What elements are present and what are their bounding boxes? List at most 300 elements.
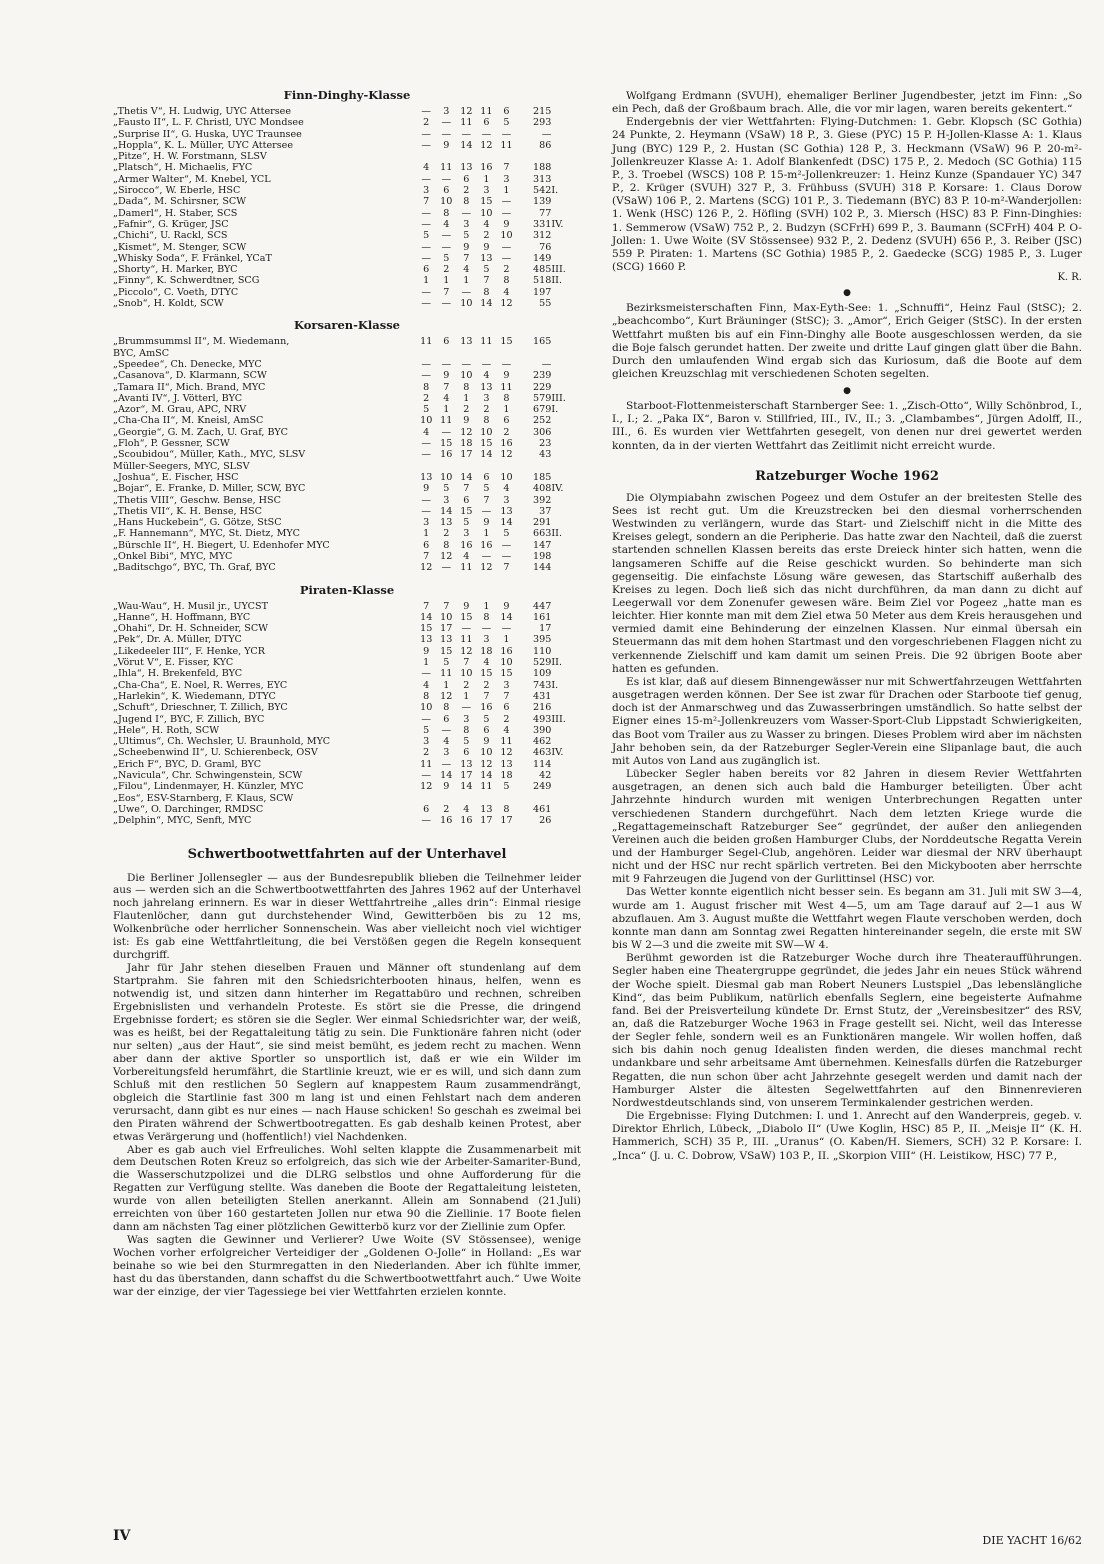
boat-entry: „Thetis VII“, K. H. Bense, HSC xyxy=(113,505,262,517)
race-place: 11 xyxy=(500,381,513,393)
race-place: — xyxy=(441,358,452,370)
race-place: — xyxy=(441,230,452,242)
result-row xyxy=(113,646,581,657)
race-place: — xyxy=(421,358,432,370)
race-place: 7 xyxy=(463,483,470,495)
boat-entry: „Cha-Cha II“, M. Kneisl, AmSC xyxy=(113,415,264,427)
total-points: 663 xyxy=(533,528,552,540)
final-rank xyxy=(551,551,581,562)
race-place: 5 xyxy=(503,528,510,540)
race-place: 16 xyxy=(480,162,493,174)
race-place: — xyxy=(441,724,452,736)
race-place: 6 xyxy=(463,494,470,506)
paragraph: Aber es gab auch viel Erfreuliches. Wohl selten klappte die Zusammenarbeit mit dem Deutschen Roten Kreuz so erfolgreich, das sich wie der Arbeiter-Samariter-Bund, die Wasserschutzpolizei und die DLRG selbstlos und ohne Aufforderung für die Regatten zur Verfügung stellte. Was daneben die Boote der Regattaleitung leisteten, wurde von allen beteiligten Stellen anerkannt. Allein am Sonnabend (21.Juli) erreichten von über 160 gestarteten Jollen nur etwa 90 die Ziellinie. 17 Boote fielen dann am nächsten Tag einer plötzlichen Gewitterbö kurz vor der Ziellinie zum Opfer. xyxy=(113,1143,581,1234)
boat-entry: „Finny“, K. Schwerdtner, SCG xyxy=(113,275,260,287)
race-place: 2 xyxy=(443,528,450,540)
boat-entry: „Hanne“, H. Hoffmann, BYC xyxy=(113,611,251,623)
race-place: 7 xyxy=(463,657,470,669)
race-place xyxy=(476,151,496,162)
total-points: 679 xyxy=(533,404,552,416)
race-place: 17 xyxy=(500,815,513,827)
right-column xyxy=(612,90,1082,1163)
race-place: — xyxy=(421,770,432,782)
total-points: 23 xyxy=(539,438,552,450)
final-rank xyxy=(551,517,581,528)
article-right-title: Ratzeburger Woche 1962 xyxy=(755,468,939,484)
total-points: 55 xyxy=(539,298,552,310)
race-place: — xyxy=(421,286,432,298)
race-place: 1 xyxy=(463,275,470,287)
race-place: 4 xyxy=(503,286,510,298)
final-rank xyxy=(551,287,581,298)
race-place: 8 xyxy=(483,415,490,427)
race-place: 1 xyxy=(503,185,510,197)
race-place: 14 xyxy=(500,517,513,529)
race-place: 10 xyxy=(440,471,453,483)
race-place: 7 xyxy=(423,196,430,208)
race-place: — xyxy=(461,128,472,140)
paragraph: Die Olympiabahn zwischen Pogeez und dem Ostufer an der breitesten Stelle des Sees ist recht gut. Um die Kreuzstrecken bei den diesmal vorherrschenden Westwinden zu verlängern, wurde das Start- und Zielschiff nicht in die Mitte des Kreises gelegt, sondern an die Peripherie. Das hatte zwar den Nachteil, daß die zuerst startenden schnellen Klassen bereits das erste Dreieck hinter sich hatten, wenn die langsameren Schiffe auf die Reise geschickt wurden. So behinderte man sich gegenseitig. Die einfachste Lösung wäre gewesen, das Startschiff außerhalb des Kreises zu legen. Doch ließ sich das nicht durchführen, da man dann zu dicht auf Leegerwall vor dem Zonenufer gewesen wäre. Beim Ziel vor Pogeez „hatte man es leichter. Hier konnte man mit dem Ziel etwa 50 Meter aus dem Kreis herausgehen und vermied damit eine Behinderung der einzelnen Klassen. Nur einmal übersah ein Steuermann das mit dem hohen Startmast und den vorgeschriebenen Flaggen nicht zu verkennende Zielschiff und kam damit um seinen Preis. Die 92 übrigen Boote aber hatten es gefunden. xyxy=(612,491,1082,675)
separator: ● xyxy=(843,288,851,299)
race-place: 15 xyxy=(420,623,433,635)
final-rank: I. xyxy=(551,404,559,416)
race-place: 7 xyxy=(503,162,510,174)
race-place: 9 xyxy=(483,517,490,529)
race-place: — xyxy=(421,449,432,461)
result-row xyxy=(113,393,581,404)
boat-entry: „Ohahi“, Dr. H. Schneider, SCW xyxy=(113,623,269,635)
total-points: 485 xyxy=(533,264,552,276)
final-rank xyxy=(551,646,581,657)
result-row xyxy=(113,623,581,634)
boat-entry: „Harlekin“, K. Wiedemann, DTYC xyxy=(113,690,276,702)
race-place: 7 xyxy=(463,252,470,264)
boat-entry: „Georgie“, G. M. Zach, U. Graf, BYC xyxy=(113,426,288,438)
boat-entry: „Whisky Soda“, F. Fränkel, YCaT xyxy=(113,252,272,264)
race-place: 2 xyxy=(423,747,430,759)
paragraph: Wolfgang Erdmann (SVUH), ehemaliger Berliner Jugendbester, jetzt im Finn: „So ein Pech, daß der Großbaum brach. Alle, die vor mir lagen, waren bereits gekentert.“ xyxy=(612,90,1082,116)
race-place: — xyxy=(421,298,432,310)
race-place: 5 xyxy=(483,713,490,725)
boat-entry: „Uwe“, O. Darchinger, RMDSC xyxy=(113,803,264,815)
result-row xyxy=(113,427,581,438)
race-place: — xyxy=(441,298,452,310)
race-place: 2 xyxy=(423,117,430,129)
race-place: 11 xyxy=(480,781,493,793)
race-place: 9 xyxy=(443,370,450,382)
race-place: 10 xyxy=(480,426,493,438)
race-place: 6 xyxy=(423,539,430,551)
final-rank xyxy=(551,117,581,128)
race-place: 17 xyxy=(460,449,473,461)
total-points: 76 xyxy=(539,241,552,253)
race-place: 10 xyxy=(420,415,433,427)
total-points: 149 xyxy=(533,252,552,264)
result-row xyxy=(113,298,581,309)
final-rank xyxy=(551,438,581,449)
race-place: — xyxy=(481,550,492,562)
final-rank: II. xyxy=(551,275,562,287)
race-place: 17 xyxy=(440,623,453,635)
paragraph: Was sagten die Gewinner und Verlierer? Uwe Woite (SV Stössensee), wenige Wochen vorher erfolgreicher Verteidiger der „Goldenen O-Jolle“ in Holland: „Es war beinahe so wie bei den Sturmregatten in den Niederlanden. Aber ich fühlte immer, hast du das überstanden, dann schaffst du die Schwertbootwettfahrt auch.“ Uwe Woite war der einzige, der vier Tagessiege bei vier Wettfahrten erzielen konnte. xyxy=(113,1234,581,1299)
final-rank xyxy=(551,793,581,804)
final-rank xyxy=(551,815,581,826)
boat-entry: „F. Hannemann“, MYC, St. Dietz, MYC xyxy=(113,528,300,540)
race-place: 2 xyxy=(423,392,430,404)
race-place: — xyxy=(461,358,472,370)
race-place: — xyxy=(421,241,432,253)
race-place: 6 xyxy=(463,173,470,185)
race-place xyxy=(436,793,456,804)
final-rank xyxy=(551,770,581,781)
race-place: 2 xyxy=(443,264,450,276)
race-place: 17 xyxy=(460,770,473,782)
paragraph: Berühmt geworden ist die Ratzeburger Woche durch ihre Theateraufführungen. Segler haben eine Theatergruppe gegründet, die jedes Jahr ein neues Stück während der Woche spielt. Diesmal gab man Robert Neuners Lustspiel „Das lebenslängliche Kind“, das beim Publikum, natürlich ebenfalls Seglern, eine begeisterte Aufnahme fand. Bei der Preisverteilung kündete Dr. Ernst Stutz, der „Vereinsbesitzer“ des RSV, an, daß die Ratzeburger Woche 1963 in Frage gestellt sei. Nicht, weil das Interesse der Segler fehle, sondern weil es an Funktionären mangele. Wir wollen hoffen, daß sich bis dahin noch genug Idealisten finden werden, die dieses manchmal recht undankbare und sehr arbeitsame Amt übernehmen. Keinesfalls dürfen die Ratzeburger Regatten, die nun schon über acht Jahrzehnte gesegelt werden und damit nach der Hamburger Alster die ältesten Segelwettfahrten auf den Binnenrevieren Nordwestdeutschlands sind, von unserem Terminkalender gestrichen werden. xyxy=(612,952,1083,1109)
race-place: 6 xyxy=(423,264,430,276)
race-place: 6 xyxy=(443,336,450,348)
race-place xyxy=(496,793,516,804)
race-place: 8 xyxy=(443,702,450,714)
race-place: 4 xyxy=(483,370,490,382)
race-place: 15 xyxy=(440,645,453,657)
race-place: 8 xyxy=(483,286,490,298)
finn-results-table xyxy=(113,106,581,309)
race-place: 15 xyxy=(480,438,493,450)
race-place: 3 xyxy=(463,713,470,725)
race-place: 14 xyxy=(460,471,473,483)
race-place: 11 xyxy=(460,117,473,129)
result-row xyxy=(113,140,581,151)
result-row xyxy=(113,185,581,196)
race-place: — xyxy=(421,173,432,185)
race-place: 5 xyxy=(423,724,430,736)
result-row xyxy=(113,129,581,140)
race-place: 1 xyxy=(503,634,510,646)
race-place: 1 xyxy=(423,275,430,287)
race-place: 12 xyxy=(440,690,453,702)
race-place: — xyxy=(421,438,432,450)
race-place: 1 xyxy=(483,173,490,185)
race-place: 11 xyxy=(480,336,493,348)
boat-entry: „Thetis VIII“, Geschw. Bense, HSC xyxy=(113,494,281,506)
race-place: 11 xyxy=(480,106,493,117)
race-place: — xyxy=(501,207,512,219)
boat-entry: „Wau-Wau“, H. Musil jr., UYCST xyxy=(113,600,268,612)
race-place: 1 xyxy=(483,528,490,540)
race-place: 4 xyxy=(463,803,470,815)
race-place: 4 xyxy=(503,724,510,736)
boat-entry: „Floh“, P. Gessner, SCW xyxy=(113,438,230,450)
final-rank xyxy=(551,562,581,573)
race-place: 17 xyxy=(480,815,493,827)
total-points: 529 xyxy=(533,657,552,669)
boat-entry: „Ihla“, H. Brekenfeld, BYC xyxy=(113,668,243,680)
boat-entry: „Erich F“, BYC, D. Graml, BYC xyxy=(113,758,262,770)
final-rank xyxy=(551,382,581,393)
result-row xyxy=(113,461,581,472)
boat-entry: „Bürschle II“, H. Biegert, U. Edenhofer MYC xyxy=(113,539,330,551)
boat-entry: „Scoubidou“, Müller, Kath., MYC, SLSV xyxy=(113,449,306,461)
boat-entry: „Vörut V“, E. Fisser, KYC xyxy=(113,657,234,669)
race-place: 7 xyxy=(423,550,430,562)
final-rank xyxy=(551,208,581,219)
korsar-class-title: Korsaren-Klasse xyxy=(294,318,400,333)
race-place: 3 xyxy=(503,494,510,506)
race-place: 9 xyxy=(443,139,450,151)
race-place: — xyxy=(421,218,432,230)
total-points: 17 xyxy=(539,623,552,635)
race-place: 9 xyxy=(503,370,510,382)
race-place: 8 xyxy=(463,196,470,208)
result-row xyxy=(113,287,581,298)
race-place: 11 xyxy=(500,736,513,748)
race-place: 15 xyxy=(500,336,513,348)
total-points: 215 xyxy=(533,106,552,117)
race-place: 3 xyxy=(483,392,490,404)
total-points: 109 xyxy=(533,668,552,680)
race-place: 3 xyxy=(443,494,450,506)
race-place: 5 xyxy=(463,736,470,748)
final-rank xyxy=(551,336,581,347)
final-rank xyxy=(551,601,581,612)
total-points: 331 xyxy=(533,218,552,230)
boat-entry: „Kismet“, M. Stenger, SCW xyxy=(113,241,247,253)
result-row xyxy=(113,517,581,528)
notice-starboot: Starboot-Flottenmeisterschaft Starnberger See: 1. „Zisch-Otto“, Willy Schönbrod, I., I., I.; 2. „Paka IX“, Baron v. Stillfried, III., IV., II.; 3. „Clambambes“, Jürgen Adolff, II., III., 6. Es wurden vier Wettfahrten gesegelt, von denen nur drei gewertet werden konnten, da in der vierten Wettfahrt das Zeitlimit nicht erreicht wurde. xyxy=(612,400,1082,452)
race-place: 15 xyxy=(460,505,473,517)
race-place: 11 xyxy=(460,562,473,574)
final-rank: III. xyxy=(551,264,566,276)
race-place: — xyxy=(481,623,492,635)
race-place: 10 xyxy=(500,230,513,242)
result-row xyxy=(113,793,581,804)
race-place: 6 xyxy=(463,747,470,759)
total-points: 139 xyxy=(533,196,552,208)
race-place: 9 xyxy=(423,645,430,657)
boat-entry: „Fausto II“, L. F. Christl, UYC Mondsee xyxy=(113,117,304,129)
race-place: 5 xyxy=(463,230,470,242)
total-points: 216 xyxy=(533,702,552,714)
race-place: 9 xyxy=(463,600,470,612)
boat-entry: „Azor“, M. Grau, APC, NRV xyxy=(113,404,247,416)
finn-class-title: Finn-Dinghy-Klasse xyxy=(283,88,411,102)
final-rank xyxy=(551,129,581,140)
result-row xyxy=(113,472,581,483)
race-place: 12 xyxy=(460,426,473,438)
final-rank xyxy=(551,359,581,370)
race-place: 16 xyxy=(480,539,493,551)
race-place: 7 xyxy=(483,690,490,702)
race-place: 6 xyxy=(443,713,450,725)
final-rank: IV. xyxy=(551,483,564,495)
race-place: 14 xyxy=(420,611,433,623)
race-place: — xyxy=(421,505,432,517)
race-place: 14 xyxy=(480,298,493,310)
total-points: 462 xyxy=(533,736,552,748)
race-place: 12 xyxy=(500,298,513,310)
race-place: 11 xyxy=(420,336,433,348)
race-place: 11 xyxy=(420,758,433,770)
race-place: 10 xyxy=(500,657,513,669)
race-place: 16 xyxy=(500,438,513,450)
race-place: 5 xyxy=(463,517,470,529)
boat-entry: „Eos“, ESV-Starnberg, F. Klaus, SCW xyxy=(113,792,294,804)
race-place: 6 xyxy=(423,803,430,815)
race-place: 3 xyxy=(503,173,510,185)
race-place: 1 xyxy=(463,392,470,404)
race-place: — xyxy=(421,668,432,680)
race-place: — xyxy=(421,713,432,725)
boat-entry: „Jugend I“, BYC, F. Zillich, BYC xyxy=(113,713,265,725)
race-place: — xyxy=(501,358,512,370)
race-place: 13 xyxy=(440,517,453,529)
final-rank xyxy=(551,472,581,483)
race-place: 18 xyxy=(480,645,493,657)
total-points: 390 xyxy=(533,724,552,736)
race-place: 13 xyxy=(440,634,453,646)
race-place: 6 xyxy=(503,106,510,117)
result-row xyxy=(113,370,581,381)
race-place: 13 xyxy=(420,471,433,483)
race-place: 7 xyxy=(483,494,490,506)
result-row xyxy=(113,815,581,826)
race-place: 7 xyxy=(503,690,510,702)
race-place: 8 xyxy=(463,381,470,393)
race-place: 5 xyxy=(503,117,510,129)
result-row xyxy=(113,691,581,702)
total-points: 542 xyxy=(533,185,552,197)
total-points: 392 xyxy=(533,494,552,506)
race-place: 8 xyxy=(503,275,510,287)
race-place: — xyxy=(501,241,512,253)
race-place: 7 xyxy=(483,275,490,287)
race-place: 5 xyxy=(503,781,510,793)
race-place: 6 xyxy=(443,185,450,197)
total-points: 408 xyxy=(533,483,552,495)
final-rank xyxy=(551,427,581,438)
race-place: — xyxy=(421,128,432,140)
race-place: 10 xyxy=(460,668,473,680)
result-row xyxy=(113,438,581,449)
final-rank: III. xyxy=(551,713,566,725)
final-rank xyxy=(551,174,581,185)
race-place: 11 xyxy=(460,634,473,646)
race-place: 10 xyxy=(480,747,493,759)
boat-entry: „Sirocco“, W. Eberle, HSC xyxy=(113,185,241,197)
race-place xyxy=(496,151,516,162)
race-place: 14 xyxy=(460,139,473,151)
race-place: 1 xyxy=(423,528,430,540)
boat-entry: „Casanova“, D. Klarmann, SCW xyxy=(113,370,267,382)
final-rank xyxy=(551,540,581,551)
race-place: 8 xyxy=(443,539,450,551)
race-place: 14 xyxy=(440,770,453,782)
race-place: 2 xyxy=(483,404,490,416)
race-place: 5 xyxy=(443,657,450,669)
race-place: 16 xyxy=(440,449,453,461)
race-place: 18 xyxy=(460,438,473,450)
result-row xyxy=(113,495,581,506)
race-place: 13 xyxy=(500,758,513,770)
race-place: 14 xyxy=(440,505,453,517)
paragraph: Es ist klar, daß auf diesem Binnengewässer nur mit Schwertfahrzeugen Wettfahrten ausgetragen werden können. Der See ist zwar für Drachen oder Starboote tief genug, doch ist der Anmarschweg und das Zuwasserbringen umständlich. So hatte selbst der Eigner eines 15-m²-Jollenkreuzers vom Wasser-Sport-Club Lippstadt Schwierigkeiten, das Boot vom Trailer aus zu Wasser zu bringen. Dieses Problem wird aber im nächsten Jahr behoben sein, da der Ratzeburger Segler-Verein eine Slipanlage baut, die auch mit Autos von Land aus zugänglich ist. xyxy=(612,675,1082,767)
race-place: 8 xyxy=(483,611,490,623)
race-place: 1 xyxy=(443,679,450,691)
result-row xyxy=(113,702,581,713)
race-place: — xyxy=(421,252,432,264)
result-row xyxy=(113,449,581,460)
race-place: 7 xyxy=(503,562,510,574)
race-place: 12 xyxy=(480,139,493,151)
race-place: 8 xyxy=(423,381,430,393)
race-place: 4 xyxy=(423,679,430,691)
boat-entry: „Ultimus“, Ch. Wechsler, U. Braunhold, MYC xyxy=(113,736,331,748)
final-rank: I. xyxy=(551,185,559,197)
race-place: 8 xyxy=(423,690,430,702)
race-place: — xyxy=(421,370,432,382)
total-points: 431 xyxy=(533,690,552,702)
race-place: 16 xyxy=(500,645,513,657)
final-rank xyxy=(551,230,581,241)
race-place: 10 xyxy=(500,471,513,483)
race-place: 9 xyxy=(503,600,510,612)
result-row xyxy=(113,714,581,725)
race-place: 6 xyxy=(503,702,510,714)
result-row xyxy=(113,562,581,573)
result-row xyxy=(113,725,581,736)
result-row xyxy=(113,759,581,770)
race-place: — xyxy=(421,207,432,219)
total-points: 249 xyxy=(533,781,552,793)
boat-entry: „Bojar“, E. Franke, D. Miller, SCW, BYC xyxy=(113,483,306,495)
result-row xyxy=(113,174,581,185)
race-place: 2 xyxy=(503,264,510,276)
race-place: 2 xyxy=(483,679,490,691)
total-points: 37 xyxy=(539,505,552,517)
result-row xyxy=(113,275,581,286)
race-place: 8 xyxy=(443,207,450,219)
result-row xyxy=(113,483,581,494)
article-right-body xyxy=(612,492,1082,1163)
result-row xyxy=(113,770,581,781)
race-place: — xyxy=(481,505,492,517)
race-place: 8 xyxy=(503,803,510,815)
race-place: 3 xyxy=(443,106,450,117)
final-rank xyxy=(551,196,581,207)
separator: ● xyxy=(843,386,851,397)
race-place: 10 xyxy=(460,298,473,310)
race-place: 4 xyxy=(443,218,450,230)
boat-entry: „Filou“, Lindenmayer, H. Künzler, MYC xyxy=(113,781,304,793)
race-place: 4 xyxy=(503,483,510,495)
final-rank xyxy=(551,162,581,173)
result-row xyxy=(113,634,581,645)
race-place xyxy=(476,793,496,804)
race-place: 1 xyxy=(443,404,450,416)
total-points: 312 xyxy=(533,230,552,242)
korsar-results-table xyxy=(113,336,581,573)
race-place: 4 xyxy=(483,657,490,669)
paragraph: Die Berliner Jollensegler — aus der Bundesrepublik blieben die Teilnehmer leider aus — werden sich an die Schwertbootwettfahrten des Jahres 1962 auf der Unterhavel noch jahrelang erinnern. Es war in dieser Wettfahrtreihe „alles drin“: Einmal riesige Flautenlöcher, dann gut durchstehender Wind, Gewitterböen bis zu 12 ms, Wolkenbrüche oder herrlicher Sonnenschein. Was aber vielleicht noch viel wichtiger ist: Es gab eine Wettfahrtleitung, die bei Verstößen gegen die Regeln konsequent durchgriff. xyxy=(113,871,581,962)
race-place: 4 xyxy=(463,264,470,276)
race-place: 9 xyxy=(463,241,470,253)
final-rank: III. xyxy=(551,392,566,404)
total-points: 86 xyxy=(539,139,552,151)
article-right-intro xyxy=(612,90,1082,274)
race-place xyxy=(416,151,436,162)
race-place: — xyxy=(501,252,512,264)
boat-entry: „Fafnir“, G. Krüger, JSC xyxy=(113,218,229,230)
